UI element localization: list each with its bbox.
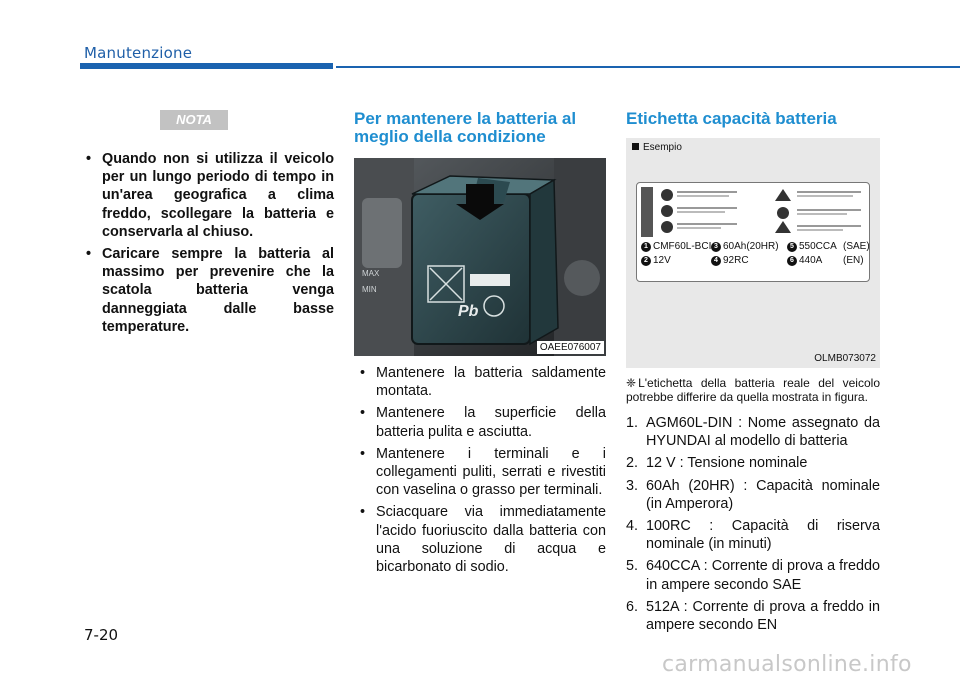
list-item: 4. 100RC : Capacità di riserva nominale (in minuti) xyxy=(626,518,880,553)
column-battery-care xyxy=(354,110,606,580)
list-item: • Sciacquare via immediatamente l'acido fuoriuscito dalla batteria con una soluzione di acqua e bicarbonato di sodio. xyxy=(354,503,606,576)
number-2-icon: 2 xyxy=(641,256,651,266)
list-item: • Mantenere la superficie della batteria pulita e asciutta. xyxy=(354,404,606,440)
number-6-icon: 6 xyxy=(787,256,797,266)
number-3-icon: 3 xyxy=(711,242,721,252)
care-bullet-list xyxy=(354,364,606,576)
list-item: 5. 640CCA : Corrente di prova a freddo in ampere secondo SAE xyxy=(626,558,880,593)
spec-row-2: 2 12V 4 92RC 6 440A (EN) xyxy=(641,255,864,266)
section-title: Manutenzione xyxy=(84,44,193,62)
list-item: • Caricare sempre la batteria al massimo per prevenire che la scatola batteria venga danneggiata dalle basse temperature. xyxy=(80,245,334,336)
header-rule-dark xyxy=(80,63,333,69)
list-item: 1. AGM60L-DIN : Nome assegnato da HYUNDAI al modello di batteria xyxy=(626,415,880,450)
watermark: carmanualsonline.info xyxy=(662,652,912,677)
list-item: 2. 12 V : Tensione nominale xyxy=(626,455,808,472)
battery-care-heading: Per mantenere la batteria al meglio della condizione xyxy=(354,109,577,146)
label-note: ❈ L'etichetta della batteria reale del veicolo potrebbe differire da quella mostrata in figura. xyxy=(626,376,880,404)
header-rule-light xyxy=(336,66,960,68)
pb-marking: Pb xyxy=(458,303,479,320)
min-marking: MIN xyxy=(362,285,377,294)
max-marking: MAX xyxy=(362,269,380,278)
spec-row-1: 1 CMF60L-BCI 3 60Ah(20HR) 5 550CCA (SAE) xyxy=(641,241,870,252)
battery-label-card xyxy=(636,182,870,282)
list-item: • Quando non si utilizza il veicolo per un lungo periodo di tempo in un'area geografica a clima freddo, scollegare la batteria e conservarla al chiuso. xyxy=(80,150,334,241)
label-item-list xyxy=(626,414,880,634)
list-item: 6. 512A : Corrente di prova a freddo in ampere secondo EN xyxy=(626,598,880,634)
square-bullet-icon xyxy=(632,143,639,150)
battery-label-heading: Etichetta capacità batteria xyxy=(626,109,837,128)
battery-illustration xyxy=(354,158,606,356)
example-caption: Esempio xyxy=(632,142,682,153)
battery-photo xyxy=(354,158,606,356)
list-item: • Mantenere la batteria saldamente montata. xyxy=(354,364,606,400)
list-item: 3. 60Ah (20HR) : Capacità nominale (in Amperora) xyxy=(626,477,880,512)
column-battery-label xyxy=(626,110,880,638)
number-5-icon: 5 xyxy=(787,242,797,252)
list-item: • Mantenere i terminali e i collegamenti puliti, serrati e rivestiti con vaselina o grasso per terminali. xyxy=(354,445,606,500)
number-4-icon: 4 xyxy=(711,256,721,266)
page-number: 7-20 xyxy=(84,626,119,644)
battery-label-figure xyxy=(626,138,880,368)
note-symbol-icon: ❈ xyxy=(626,376,637,390)
column-note xyxy=(80,110,334,340)
nota-badge: NOTA xyxy=(160,110,228,130)
photo-code: OAEE076007 xyxy=(537,341,604,354)
battery-label-graphics xyxy=(637,183,871,283)
image-code: OLMB073072 xyxy=(814,353,876,364)
number-1-icon: 1 xyxy=(641,242,651,252)
note-bullet-list xyxy=(80,150,334,336)
